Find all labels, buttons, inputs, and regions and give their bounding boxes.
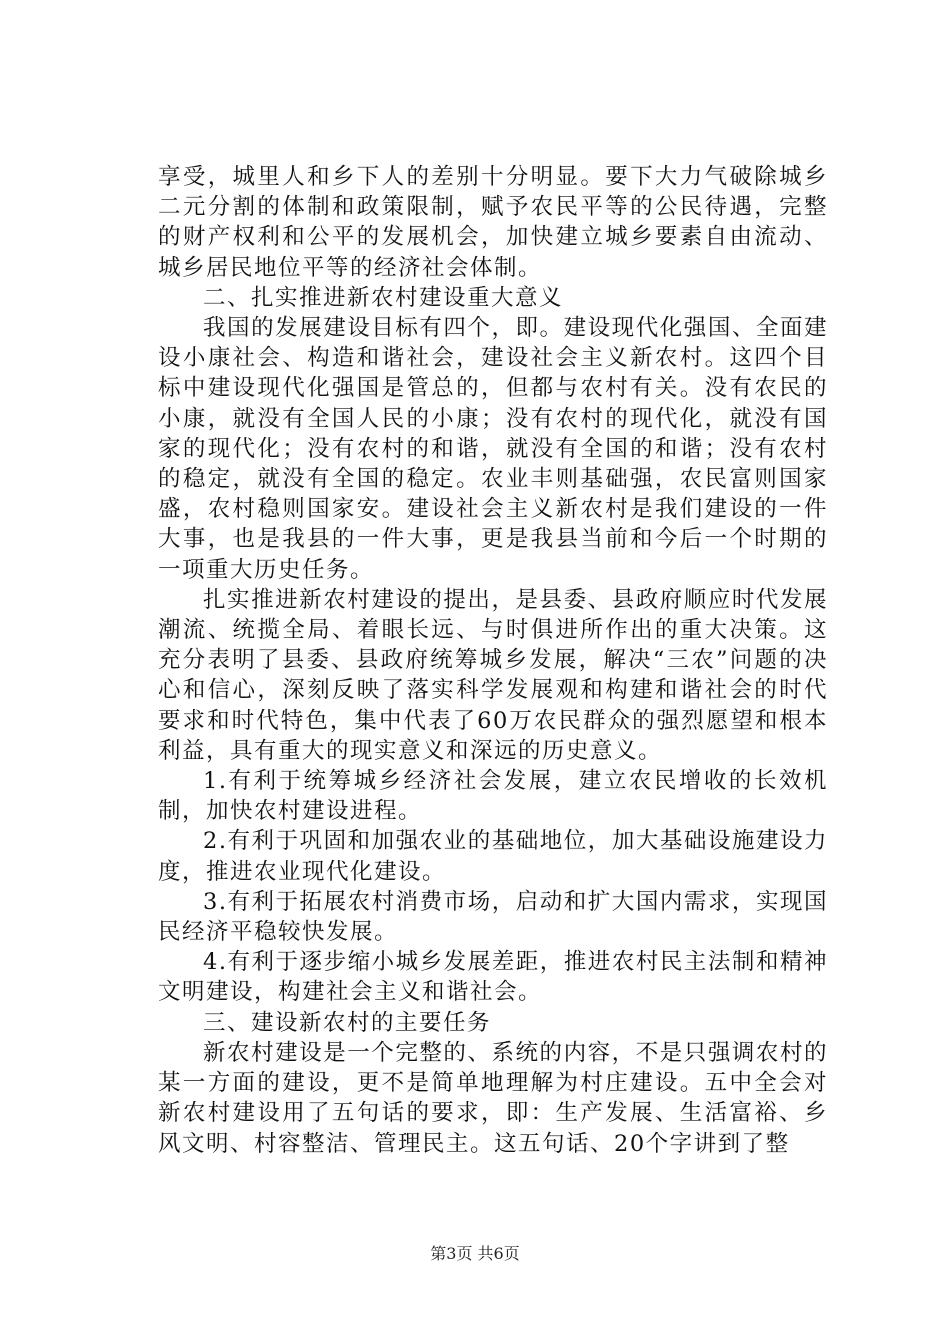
list-item-2: 2.有利于巩固和加强农业的基础地位，加大基础设施建设力度，推进农业现代化建设。 bbox=[158, 828, 828, 885]
paragraph: 我国的发展建设目标有四个，即。建设现代化强国、全面建设小康社会、构造和谐社会，建设社会主义新农村。这四个目标中建设现代化强国是管总的，但都与农村有关。没有农民的小康，就没有全国人民的小康；没有农村的现代化，就没有国家的现代化；没有农村的和谐，就没有全国的和谐；没有农村的稳定，就没有全国的稳定。农业丰则基础强，农民富则国家盛，农村稳则国家安。建设社会主义新农村是我们建设的一件大事，也是我县的一件大事，更是我县当前和今后一个时期的一项重大历史任务。 bbox=[158, 315, 828, 583]
section-heading-3: 三、建设新农村的主要任务 bbox=[203, 1009, 492, 1036]
document-body bbox=[158, 162, 828, 1159]
section-heading-2: 二、扎实推进新农村建设重大意义 bbox=[203, 284, 564, 311]
paragraph: 扎实推进新农村建设的提出，是县委、县政府顺应时代发展潮流、统揽全局、着眼长远、与时俱进所作出的重大决策。这充分表明了县委、县政府统筹城乡发展，解决“三农”问题的决心和信心，深刻反映了落实科学发展观和构建和谐社会的时代要求和时代特色，集中代表了60万农民群众的强烈愿望和根本利益，具有重大的现实意义和深远的历史意义。 bbox=[158, 586, 828, 764]
paragraph: 新农村建设是一个完整的、系统的内容，不是只强调农村的某一方面的建设，更不是简单地理解为村庄建设。五中全会对新农村建设用了五句话的要求，即：生产发展、生活富裕、乡风文明、村容整洁、管理民主。这五句话、20个字讲到了整 bbox=[158, 1039, 828, 1157]
page-number-footer: 第3页 共6页 bbox=[430, 1244, 520, 1263]
list-item-4: 4.有利于逐步缩小城乡发展差距，推进农村民主法制和精神文明建设，构建社会主义和谐社会。 bbox=[158, 949, 828, 1006]
list-item-1: 1.有利于统筹城乡经济社会发展，建立农民增收的长效机制，加快农村建设进程。 bbox=[158, 768, 828, 825]
paragraph-continuation: 享受，城里人和乡下人的差别十分明显。要下大力气破除城乡二元分割的体制和政策限制，赋予农民平等的公民待遇，完整的财产权利和公平的发展机会，加快建立城乡要素自由流动、城乡居民地位平等的经济社会体制。 bbox=[158, 164, 828, 281]
list-item-3: 3.有利于拓展农村消费市场，启动和扩大国内需求，实现国民经济平稳较快发展。 bbox=[158, 888, 828, 946]
